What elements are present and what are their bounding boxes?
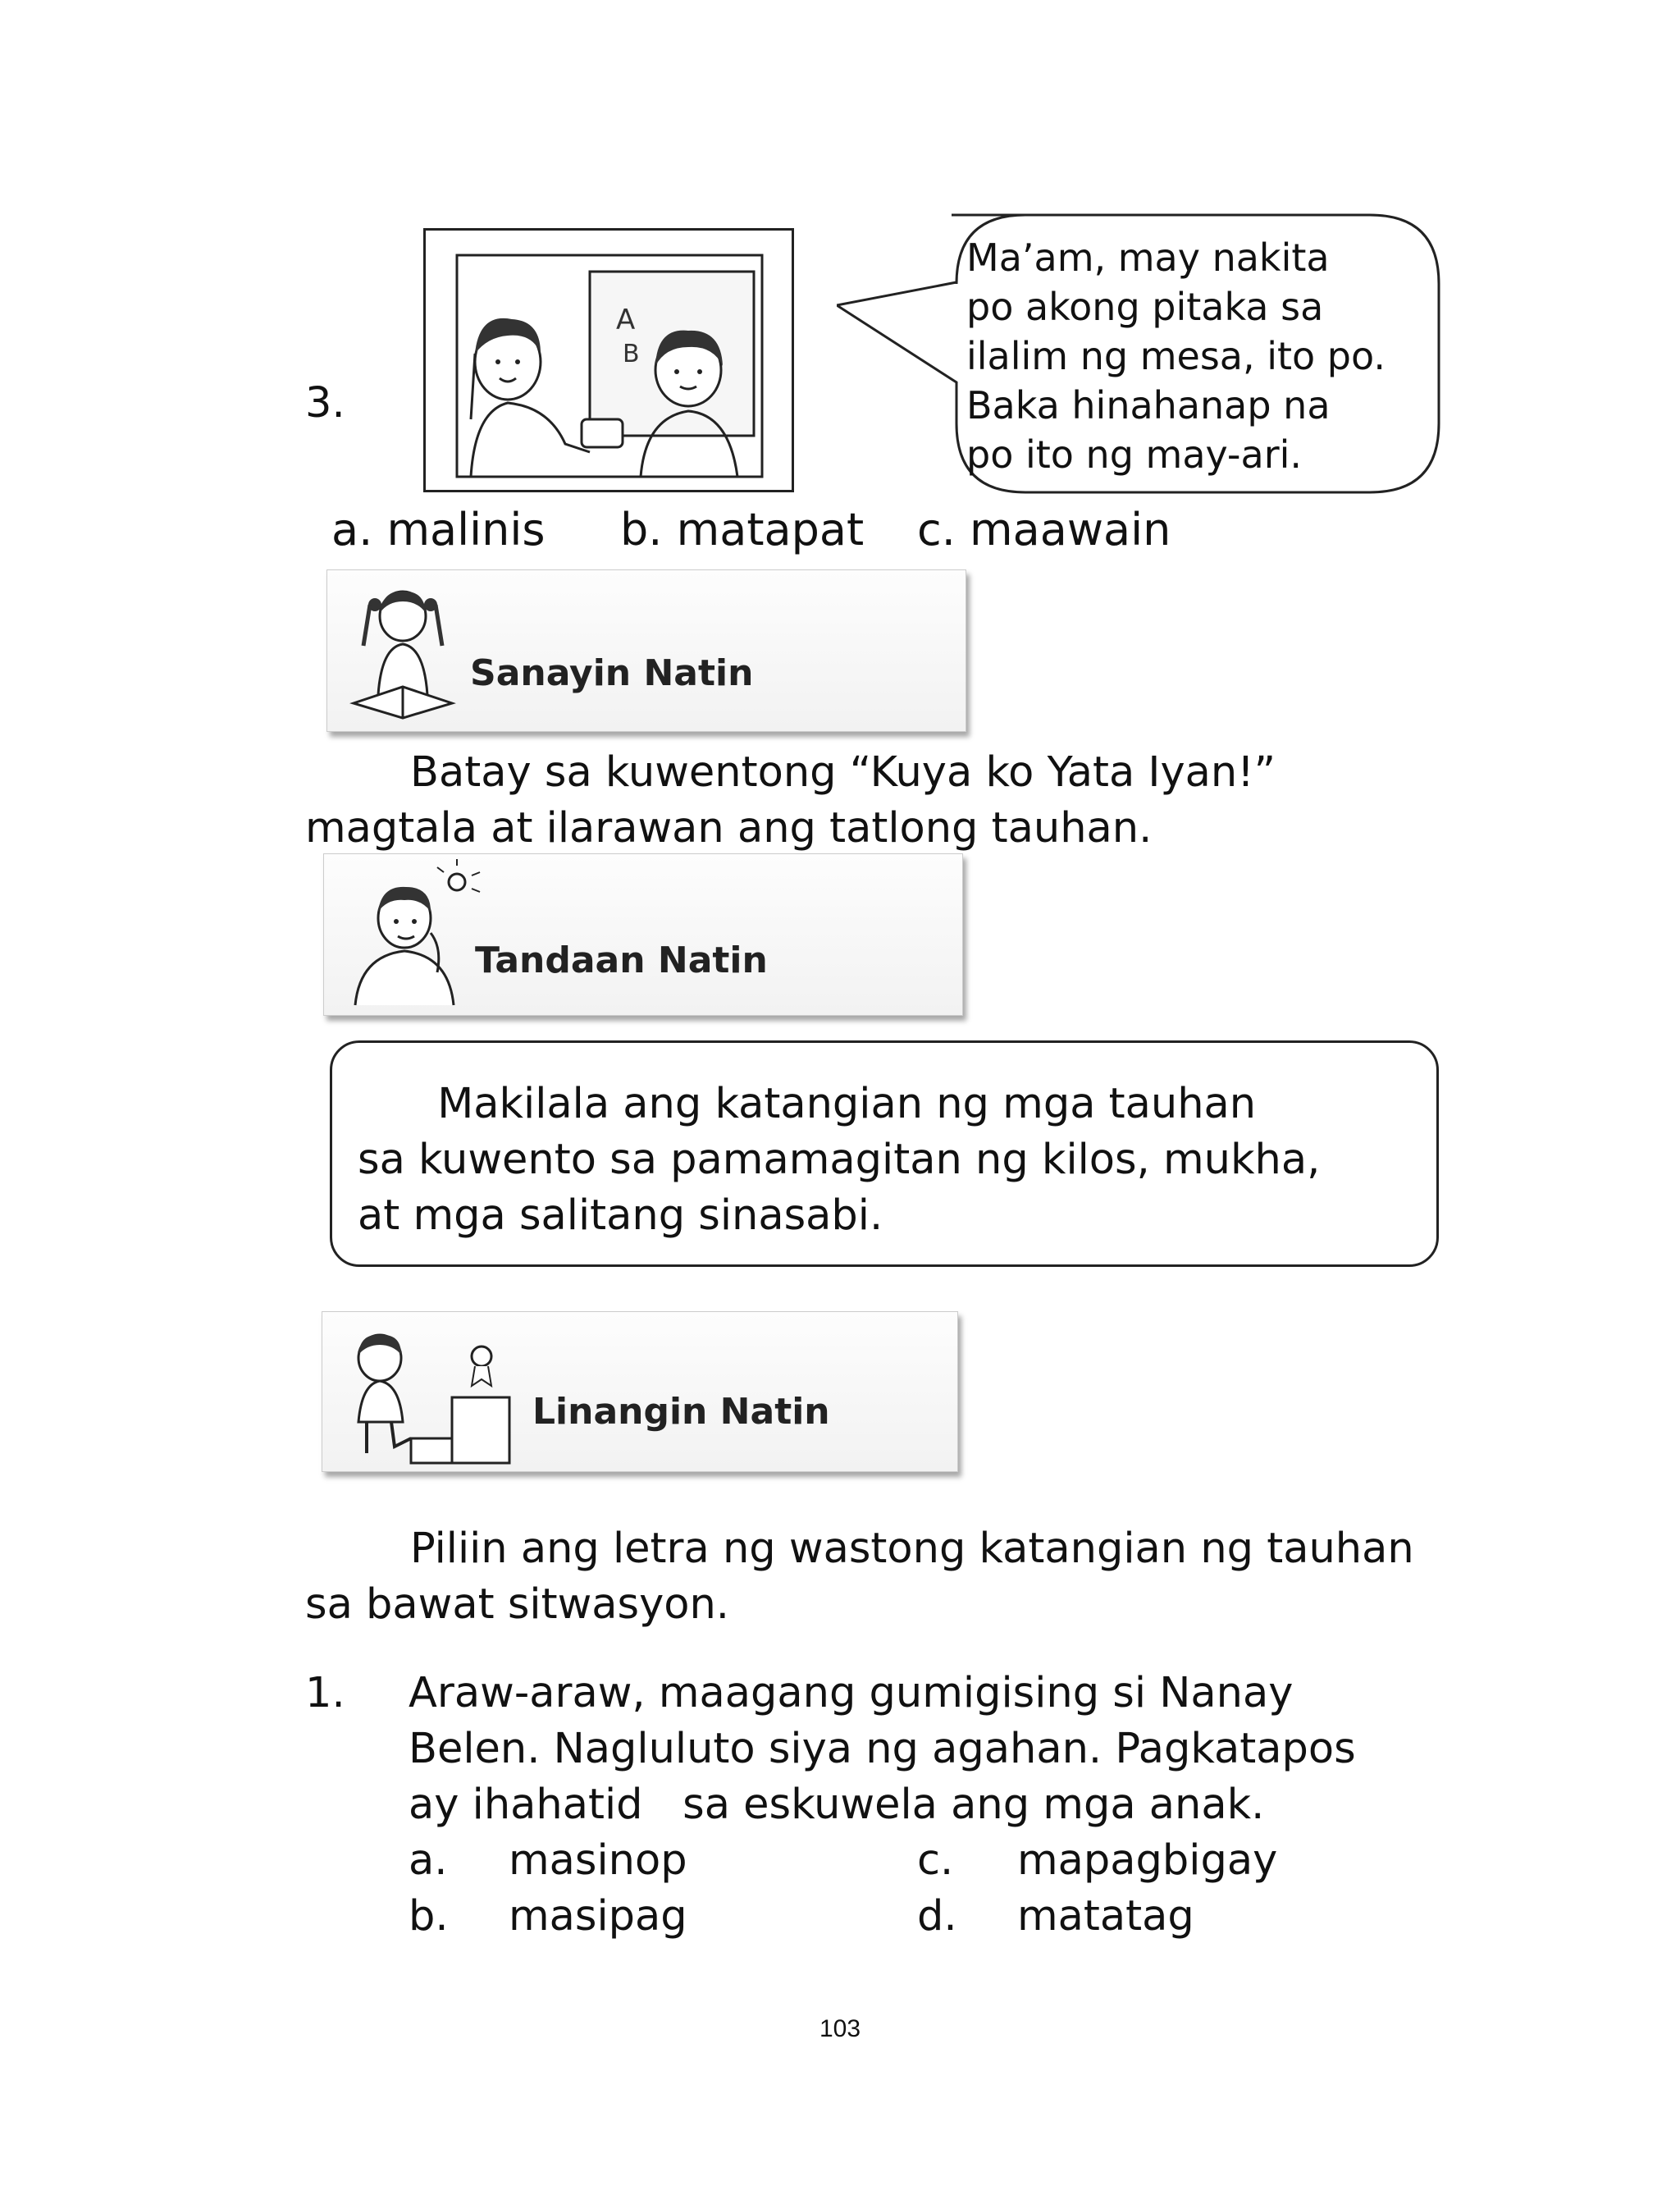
girl-left-figure [471, 318, 590, 477]
option-letter: b. [409, 1892, 449, 1941]
option-text: masinop [509, 1836, 687, 1885]
option-text: maawain [970, 504, 1171, 556]
board-letter-b: B [623, 340, 640, 368]
linangin-instruction-line1: Piliin ang letra ng wastong katangian ng tauhan [410, 1525, 1414, 1573]
option-letter: a. [331, 504, 373, 556]
sanayin-instruction-line2: magtala at ilarawan ang tatlong tauhan. [305, 804, 1153, 853]
sanayin-instruction-line1: Batay sa kuwentong “Kuya ko Yata Iyan!” [410, 748, 1276, 797]
linangin-natin-title: Linangin Natin [532, 1391, 830, 1433]
question-1-line3: ay ihahatid sa eskuwela ang mga anak. [409, 1781, 1265, 1829]
option-text: mapagbigay [1017, 1836, 1278, 1885]
wallet-icon [582, 419, 623, 447]
classroom-illustration [423, 228, 794, 492]
item3-option-a[interactable] [331, 502, 546, 558]
item3-option-c[interactable] [917, 502, 1171, 558]
option-text: matapat [676, 504, 865, 556]
thinking-boy-icon [339, 857, 503, 1013]
q1-option-c[interactable] [917, 1833, 1277, 1889]
q1-option-d[interactable] [917, 1889, 1194, 1945]
question-1-line2: Belen. Nagluluto siya ng agahan. Pagkatapos [409, 1725, 1356, 1773]
board-letter-a: A [616, 304, 636, 336]
sanayin-natin-title: Sanayin Natin [470, 652, 754, 694]
remember-box-text: Makilala ang katangian ng mga tauhan sa kuwento sa pamamagitan ng kilos, mukha, at mga salitang sinasabi. [358, 1080, 1321, 1240]
boy-podium-icon [334, 1315, 531, 1468]
linangin-natin-banner [322, 1311, 958, 1472]
medal-icon [472, 1346, 491, 1366]
lightbulb-icon [449, 874, 465, 890]
option-letter: b. [620, 504, 663, 556]
linangin-instruction-line2: sa bawat sitwasyon. [305, 1580, 730, 1629]
tandaan-natin-title: Tandaan Natin [475, 940, 768, 981]
question-1-number: 1. [305, 1669, 345, 1717]
item3-option-b[interactable] [620, 502, 864, 558]
page-number: 103 [819, 2015, 861, 2042]
q1-option-b[interactable] [409, 1889, 687, 1945]
option-text: malinis [386, 504, 546, 556]
option-letter: c. [917, 504, 956, 556]
q1-option-a[interactable] [409, 1833, 687, 1889]
two-girls-with-wallet-drawing [426, 231, 792, 490]
option-text: masipag [509, 1892, 687, 1941]
speech-bubble-text: Ma’am, may nakita po akong pitaka sa ilalim ng mesa, ito po. Baka hinahanap na po ito ng may-ari. [966, 235, 1386, 477]
option-letter: a. [409, 1836, 448, 1885]
girl-reading-icon [345, 580, 485, 728]
sanayin-natin-banner [326, 569, 966, 732]
question-1-line1: Araw-araw, maagang gumigising si Nanay [409, 1669, 1294, 1717]
option-letter: d. [917, 1892, 957, 1941]
option-text: matatag [1017, 1892, 1194, 1941]
tandaan-natin-banner [323, 853, 963, 1016]
item-number-3: 3. [305, 379, 345, 427]
option-letter: c. [917, 1836, 954, 1885]
